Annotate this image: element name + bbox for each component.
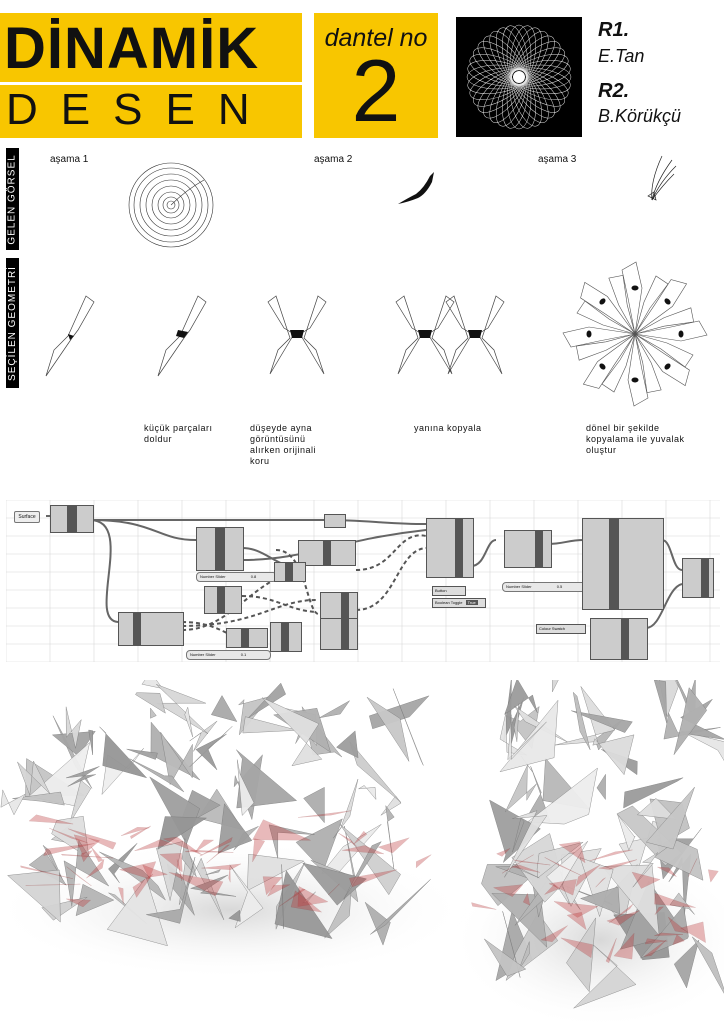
surface-param[interactable]: Surface <box>14 511 40 523</box>
lace-pattern-icon <box>456 17 582 137</box>
title-desen: DESEN <box>6 85 273 134</box>
geometry-step-1 <box>38 290 98 380</box>
lace-thumbnail <box>456 17 582 137</box>
construct-node[interactable] <box>204 586 242 614</box>
geometry-step-2 <box>150 290 210 380</box>
mesh-edges-node[interactable] <box>118 612 184 646</box>
curve-node[interactable] <box>270 622 302 652</box>
side-label-gelen-gorsel: GELEN GÖRSEL <box>6 148 19 250</box>
r1-name: E.Tan <box>598 46 645 66</box>
number-slider-3[interactable]: Number Slider 0.5 <box>502 582 587 592</box>
geometry-step-5-rosette <box>552 258 718 410</box>
colour-swatch[interactable]: Colour Swatch <box>536 624 586 634</box>
stage-3-label: aşama 3 <box>538 154 577 165</box>
side-label-secilen-geometri: SEÇİLEN GEOMETRİ <box>6 258 19 388</box>
weaverbird-subdivision-node[interactable] <box>582 518 664 610</box>
number-slider-1[interactable]: Number Slider 0.8 <box>196 572 277 582</box>
length-goal-node[interactable] <box>320 618 358 650</box>
dantel-no-label: dantel no <box>324 24 428 52</box>
kangaroo-solver-node[interactable] <box>426 518 474 578</box>
button[interactable]: Button <box>432 586 466 596</box>
step-4-description: dönel bir şekilde kopyalama ile yuvalak oluştur <box>586 423 685 455</box>
create-material-node[interactable] <box>590 618 648 660</box>
stage-1-label: aşama 1 <box>50 154 89 165</box>
stage-1-spiral <box>126 160 216 250</box>
geometry-step-4 <box>390 290 510 380</box>
stage-2-label: aşama 2 <box>314 154 353 165</box>
mesh-brep-node[interactable] <box>50 505 94 533</box>
stage-2-fragment <box>396 168 440 208</box>
grasshopper-canvas <box>6 500 720 662</box>
deconstruct-mesh-node[interactable] <box>196 527 244 571</box>
custom-preview-node[interactable] <box>682 558 714 598</box>
boolean-toggle[interactable]: Boolean Toggle True <box>432 598 486 608</box>
title-dinamik: DİNAMİK <box>4 16 260 81</box>
anchor-goal-node[interactable] <box>320 592 358 620</box>
divide-node[interactable] <box>298 540 356 566</box>
dantel-no-number: 2 <box>351 41 401 140</box>
r1-label: R1. <box>598 19 630 41</box>
list-item-node[interactable] <box>324 514 346 528</box>
vector-node[interactable] <box>274 562 306 582</box>
length-node[interactable] <box>226 628 268 648</box>
stage-3-fragment <box>642 152 678 204</box>
render-area <box>0 680 724 1023</box>
number-slider-2[interactable]: Number Slider 0.1 <box>186 650 271 660</box>
r2-name: B.Körükçü <box>598 106 682 126</box>
geometry-step-3 <box>262 290 332 380</box>
clean-tree-node[interactable] <box>504 530 552 568</box>
step-3-description: yanına kopyala <box>414 423 482 433</box>
step-2-description: düşeyde ayna görüntüsünü alırken orijinali koru <box>250 423 317 466</box>
r2-label: R2. <box>598 80 630 102</box>
render-images <box>0 680 724 1023</box>
step-1-description: küçük parçaları doldur <box>144 423 213 444</box>
